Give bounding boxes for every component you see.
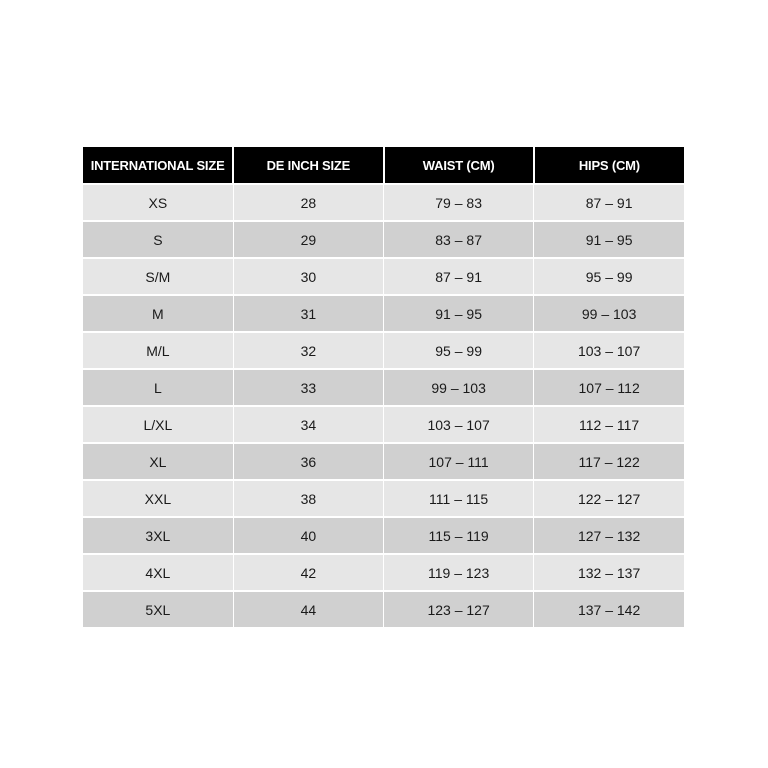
hips-cell: 95 – 99 — [534, 258, 684, 295]
table-row — [83, 517, 684, 554]
hips-cell: 132 – 137 — [534, 554, 684, 591]
table-row — [83, 258, 684, 295]
waist-cell: 83 – 87 — [384, 221, 534, 258]
de-inch-size-cell: 31 — [233, 295, 383, 332]
hips-cell: 122 – 127 — [534, 480, 684, 517]
table-row — [83, 406, 684, 443]
de-inch-size-cell: 33 — [233, 369, 383, 406]
table-header — [83, 147, 684, 184]
table-row — [83, 480, 684, 517]
table-row — [83, 443, 684, 480]
table-row — [83, 332, 684, 369]
waist-cell: 107 – 111 — [384, 443, 534, 480]
table-row — [83, 369, 684, 406]
header-waist: WAIST (CM) — [384, 147, 534, 184]
de-inch-size-cell: 40 — [233, 517, 383, 554]
de-inch-size-cell: 28 — [233, 184, 383, 221]
header-row — [83, 147, 684, 184]
de-inch-size-cell: 42 — [233, 554, 383, 591]
table-row — [83, 295, 684, 332]
de-inch-size-cell: 44 — [233, 591, 383, 627]
international-size-cell: XS — [83, 184, 233, 221]
table-row — [83, 184, 684, 221]
international-size-cell: XXL — [83, 480, 233, 517]
international-size-cell: 4XL — [83, 554, 233, 591]
de-inch-size-cell: 38 — [233, 480, 383, 517]
de-inch-size-cell: 32 — [233, 332, 383, 369]
hips-cell: 103 – 107 — [534, 332, 684, 369]
de-inch-size-cell: 34 — [233, 406, 383, 443]
waist-cell: 91 – 95 — [384, 295, 534, 332]
international-size-cell: L — [83, 369, 233, 406]
international-size-cell: S — [83, 221, 233, 258]
de-inch-size-cell: 29 — [233, 221, 383, 258]
international-size-cell: S/M — [83, 258, 233, 295]
hips-cell: 87 – 91 — [534, 184, 684, 221]
waist-cell: 79 – 83 — [384, 184, 534, 221]
international-size-cell: XL — [83, 443, 233, 480]
header-hips: HIPS (CM) — [534, 147, 684, 184]
header-international-size: INTERNATIONAL SIZE — [83, 147, 233, 184]
hips-cell: 127 – 132 — [534, 517, 684, 554]
hips-cell: 117 – 122 — [534, 443, 684, 480]
waist-cell: 99 – 103 — [384, 369, 534, 406]
table-row — [83, 554, 684, 591]
hips-cell: 107 – 112 — [534, 369, 684, 406]
table-row — [83, 591, 684, 627]
de-inch-size-cell: 36 — [233, 443, 383, 480]
waist-cell: 111 – 115 — [384, 480, 534, 517]
hips-cell: 99 – 103 — [534, 295, 684, 332]
waist-cell: 115 – 119 — [384, 517, 534, 554]
table-body — [83, 184, 684, 627]
international-size-cell: L/XL — [83, 406, 233, 443]
hips-cell: 112 – 117 — [534, 406, 684, 443]
waist-cell: 119 – 123 — [384, 554, 534, 591]
hips-cell: 137 – 142 — [534, 591, 684, 627]
size-chart-table — [83, 147, 684, 627]
table-row — [83, 221, 684, 258]
de-inch-size-cell: 30 — [233, 258, 383, 295]
header-de-inch-size: DE INCH SIZE — [233, 147, 383, 184]
waist-cell: 87 – 91 — [384, 258, 534, 295]
waist-cell: 103 – 107 — [384, 406, 534, 443]
waist-cell: 123 – 127 — [384, 591, 534, 627]
international-size-cell: M/L — [83, 332, 233, 369]
international-size-cell: M — [83, 295, 233, 332]
waist-cell: 95 – 99 — [384, 332, 534, 369]
hips-cell: 91 – 95 — [534, 221, 684, 258]
international-size-cell: 3XL — [83, 517, 233, 554]
international-size-cell: 5XL — [83, 591, 233, 627]
